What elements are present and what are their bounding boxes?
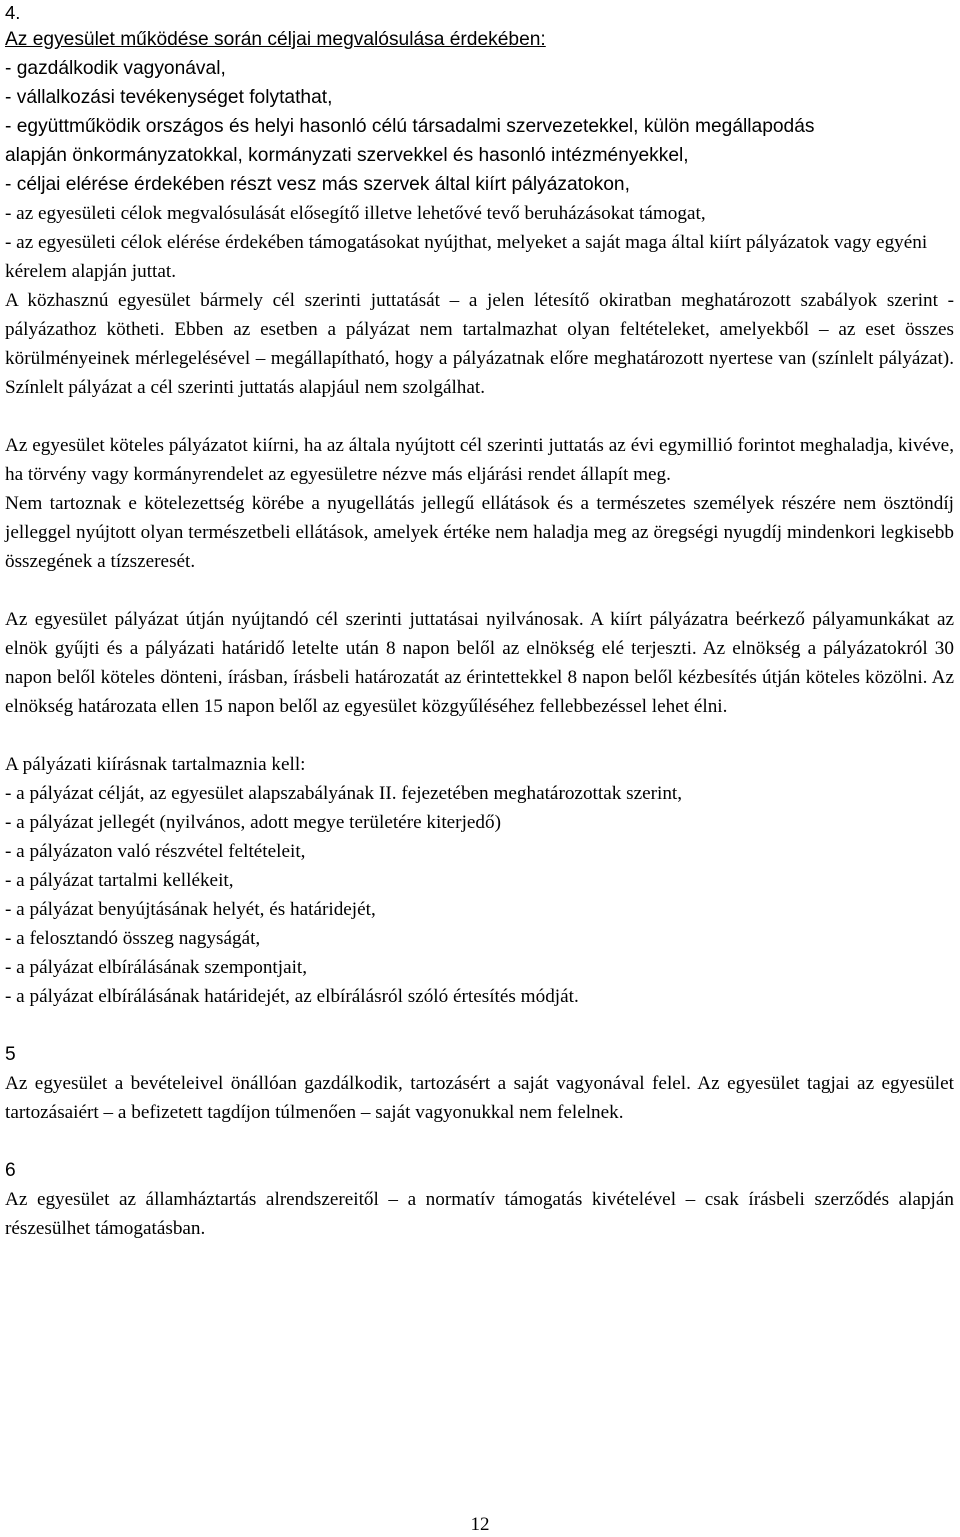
list-item: - gazdálkodik vagyonával, xyxy=(5,58,226,79)
list-item: - a felosztandó összeg nagyságát, xyxy=(5,928,261,949)
kiiras-heading: A pályázati kiírásnak tartalmaznia kell: xyxy=(5,754,306,775)
list-item: - a pályázat tartalmi kellékeit, xyxy=(5,870,234,891)
list-item: - a pályázat benyújtásának helyét, és határidejét, xyxy=(5,899,376,920)
list-item: - a pályázat jellegét (nyilvános, adott megye területére kiterjedő) xyxy=(5,812,501,833)
list-item: - az egyesületi célok elérése érdekében támogatásokat nyújthat, melyeket a saját maga által kiírt pályázatok vagy egyéni kérelem alapján juttat. xyxy=(5,232,928,282)
list-item: - vállalkozási tevékenységet folytathat, xyxy=(5,87,333,108)
list-item: - a pályázat elbírálásának határidejét, az elbírálásról szóló értesítés módját. xyxy=(5,986,579,1007)
spacer xyxy=(5,1011,954,1040)
list-item: - a pályázat elbírálásának szempontjait, xyxy=(5,957,308,978)
paragraph-nyilvanos: Az egyesület pályázat útján nyújtandó cél szerinti juttatásai nyilvánosak. A kiírt pályázatra beérkező pályamunkákat az elnök gyűjti és a pályázati határidő letelte után 8 napon belől az elnökség elé terjeszti. Az elnökség a pályázatokról 30 napon belől köteles dönteni, írásban, írásbeli határozatát az érintettekkel 8 napon belől kézbesítés útján köteles közölni. Az elnökség határozata ellen 15 napon belől az egyesület közgyűléséhez fellebbezéssel lehet élni. xyxy=(5,609,954,717)
page-number: 12 xyxy=(470,1514,490,1535)
spacer xyxy=(5,576,954,605)
list-item: - a pályázaton való részvétel feltételeit, xyxy=(5,841,306,862)
section-6-number: 6 xyxy=(5,1160,16,1181)
spacer xyxy=(5,721,954,750)
section-5-text: Az egyesület a bevételeivel önállóan gazdálkodik, tartozásért a saját vagyonával felel. Az egyesület tagjai az egyesület tartozásaiért – a befizetett tagdíjon túlmenően – saját vagyonukkal nem felelnek. xyxy=(5,1073,954,1123)
section-5-number: 5 xyxy=(5,1044,16,1065)
spacer xyxy=(5,1127,954,1156)
spacer xyxy=(5,402,954,431)
paragraph-kozhasznu: A közhasznú egyesület bármely cél szerinti juttatását – a jelen létesítő okiratban meghatározott szabályok szerint - pályázathoz kötheti. Ebben az esetben a pályázat nem tartalmazhat olyan feltételeket, amelyekből – az eset összes körülményeinek mérlegelésével – megállapítható, hogy a pályázatnak előre meghatározott nyertese van (színlelt pályázat). Színlelt pályázat a cél szerinti juttatás alapjául nem szolgálhat. xyxy=(5,290,954,398)
section-4-number: 4. xyxy=(5,2,21,23)
list-item: - az egyesületi célok megvalósulását elősegítő illetve lehetővé tevő beruházásokat támogat, xyxy=(5,203,706,224)
section-6-text: Az egyesület az államháztartás alrendszereitől – a normatív támogatás kivételével – csak írásbeli szerződés alapján részesülhet támogatásban. xyxy=(5,1189,954,1239)
list-item: - együttműködik országos és helyi hasonló célú társadalmi szervezetekkel, külön megállapodás alapján önkormányzatokkal, kormányzati szervekkel és hasonló intézményekkel, xyxy=(5,116,815,166)
paragraph-nem-tartoznak: Nem tartoznak e kötelezettség körébe a nyugellátás jellegű ellátások és a természetes személyek részére nem ösztöndíj jelleggel nyújtott olyan természetbeli ellátások, amelyek értéke nem haladja meg az öregségi nyugdíj mindenkori legkisebb összegének a tízszeresét. xyxy=(5,493,954,572)
list-item: - a pályázat célját, az egyesület alapszabályának II. fejezetében meghatározottak szerint, xyxy=(5,783,683,804)
list-item: - céljai elérése érdekében részt vesz más szervek által kiírt pályázatokon, xyxy=(5,174,630,195)
paragraph-koteles: Az egyesület köteles pályázatot kiírni, ha az általa nyújtott cél szerinti juttatás az évi egymillió forintot meghaladja, kivéve, ha törvény vagy kormányrendelet az egyesületre nézve más eljárási rendet állapít meg. xyxy=(5,435,954,485)
section-4-sans-block xyxy=(5,25,954,199)
section-4-heading: Az egyesület működése során céljai megvalósulása érdekében: xyxy=(5,29,546,50)
